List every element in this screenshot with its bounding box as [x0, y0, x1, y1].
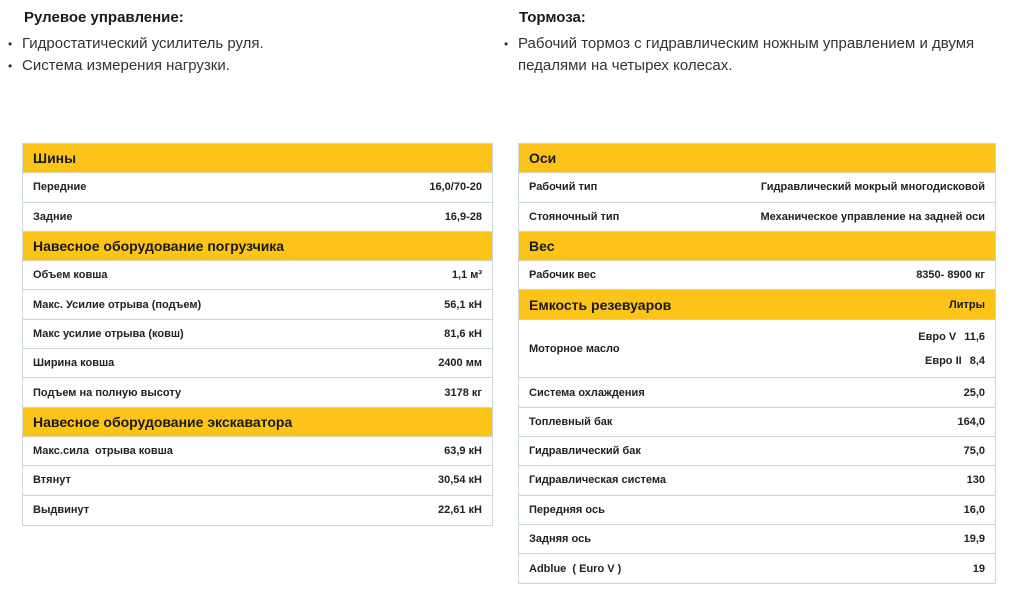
section-header-tires	[23, 144, 492, 173]
section-title: Вес	[529, 238, 555, 255]
row-value: 2400 мм	[438, 357, 482, 370]
row-value: 8350- 8900 кг	[916, 269, 985, 282]
section-title: Шины	[33, 150, 77, 167]
row-value: Гидравлический мокрый многодисковой	[760, 181, 985, 194]
row-label: Передние	[33, 181, 87, 194]
table-row	[519, 378, 995, 407]
row-value: 81,6 кН	[444, 327, 482, 340]
table-row	[23, 290, 492, 319]
section-header-axles	[519, 144, 995, 173]
standard-label: Евро II	[924, 354, 962, 367]
section-title: Навесное оборудование погрузчика	[33, 238, 285, 255]
row-value: 1,1 м³	[451, 269, 482, 282]
row-value: 16,0/70-20	[429, 181, 482, 194]
row-value: 8,4	[969, 354, 985, 367]
row-value: 56,1 кН	[444, 298, 482, 311]
row-label: Гидравлическая система	[529, 474, 666, 487]
row-label: Выдвинут	[33, 504, 90, 517]
table-row	[519, 496, 995, 525]
table-row	[23, 173, 492, 202]
row-value: 16,9-28	[444, 210, 482, 223]
row-value: 19,9	[963, 533, 985, 545]
table-row-engine-oil	[519, 320, 995, 379]
engine-oil-line	[925, 355, 985, 367]
list-item: • Система измерения нагрузки.	[8, 55, 264, 77]
unit-label: Литры	[949, 298, 985, 311]
table-row	[519, 203, 995, 232]
row-value: 75,0	[963, 445, 985, 458]
row-value: 11,6	[964, 330, 985, 343]
row-value: 3178 кг	[444, 386, 482, 399]
section-header-tanks	[519, 290, 995, 319]
standard-label: Евро V	[918, 330, 957, 343]
section-title: Навесное оборудование экскаватора	[33, 413, 293, 430]
row-label: Подъем на полную высоту	[33, 386, 182, 399]
row-value: 22,61 кН	[437, 504, 482, 517]
section-header-loader	[23, 232, 492, 261]
row-label: Adblue ( Euro V )	[529, 562, 622, 575]
row-label: Система охлаждения	[529, 386, 645, 399]
right-spec-table	[518, 143, 996, 584]
table-row	[23, 496, 492, 525]
table-row	[23, 320, 492, 349]
row-label: Топлевный бак	[529, 415, 613, 428]
table-row	[23, 378, 492, 407]
row-label: Передняя ось	[529, 503, 605, 516]
table-row	[519, 173, 995, 202]
table-row	[23, 261, 492, 290]
table-row	[23, 466, 492, 495]
row-label: Задние	[33, 210, 73, 223]
row-value: 19	[972, 562, 985, 575]
list-item: • Рабочий тормоз с гидравлическим ножным управлением и двумя педалями на четырех колесах.	[504, 33, 984, 77]
table-row	[519, 466, 995, 495]
row-label: Макс.сила отрыва ковша	[33, 445, 173, 458]
row-label: Рабочик вес	[529, 269, 596, 282]
engine-oil-values	[918, 331, 985, 367]
row-label: Задняя ось	[529, 533, 591, 545]
section-header-excavator	[23, 408, 492, 437]
row-value: 130	[966, 474, 985, 487]
brakes-list	[504, 33, 984, 77]
row-value: 63,9 кН	[444, 445, 482, 458]
table-row	[519, 554, 995, 583]
row-value: Механическое управление на задней оси	[760, 210, 985, 223]
engine-oil-line	[918, 331, 985, 343]
row-label: Моторное масло	[529, 342, 620, 355]
row-label: Макс. Усилие отрыва (подъем)	[33, 298, 202, 311]
section-title: Оси	[529, 150, 557, 167]
table-row	[23, 203, 492, 232]
list-item: • Гидростатический усилитель руля.	[8, 33, 264, 55]
table-row	[23, 349, 492, 378]
row-label: Гидравлический бак	[529, 445, 641, 458]
row-label: Стояночный тип	[529, 210, 620, 223]
table-row	[519, 408, 995, 437]
table-row	[519, 525, 995, 554]
table-row	[519, 261, 995, 290]
row-value: 30,54 кН	[437, 474, 482, 487]
row-value: 164,0	[957, 415, 985, 428]
steering-list	[8, 33, 264, 77]
table-row	[519, 437, 995, 466]
left-spec-table	[22, 143, 493, 526]
section-header-weight	[519, 232, 995, 261]
row-label: Объем ковша	[33, 269, 108, 282]
row-label: Втянут	[33, 474, 71, 487]
section-title: Емкость резевуаров	[529, 296, 672, 313]
row-value: 16,0	[963, 503, 985, 516]
row-label: Ширина ковша	[33, 357, 115, 370]
row-label: Рабочий тип	[529, 181, 598, 194]
table-row	[23, 437, 492, 466]
brakes-title: Тормоза:	[519, 9, 586, 26]
row-label: Макс усилие отрыва (ковш)	[33, 327, 184, 340]
row-value: 25,0	[963, 386, 985, 399]
steering-title: Рулевое управление:	[24, 9, 184, 26]
